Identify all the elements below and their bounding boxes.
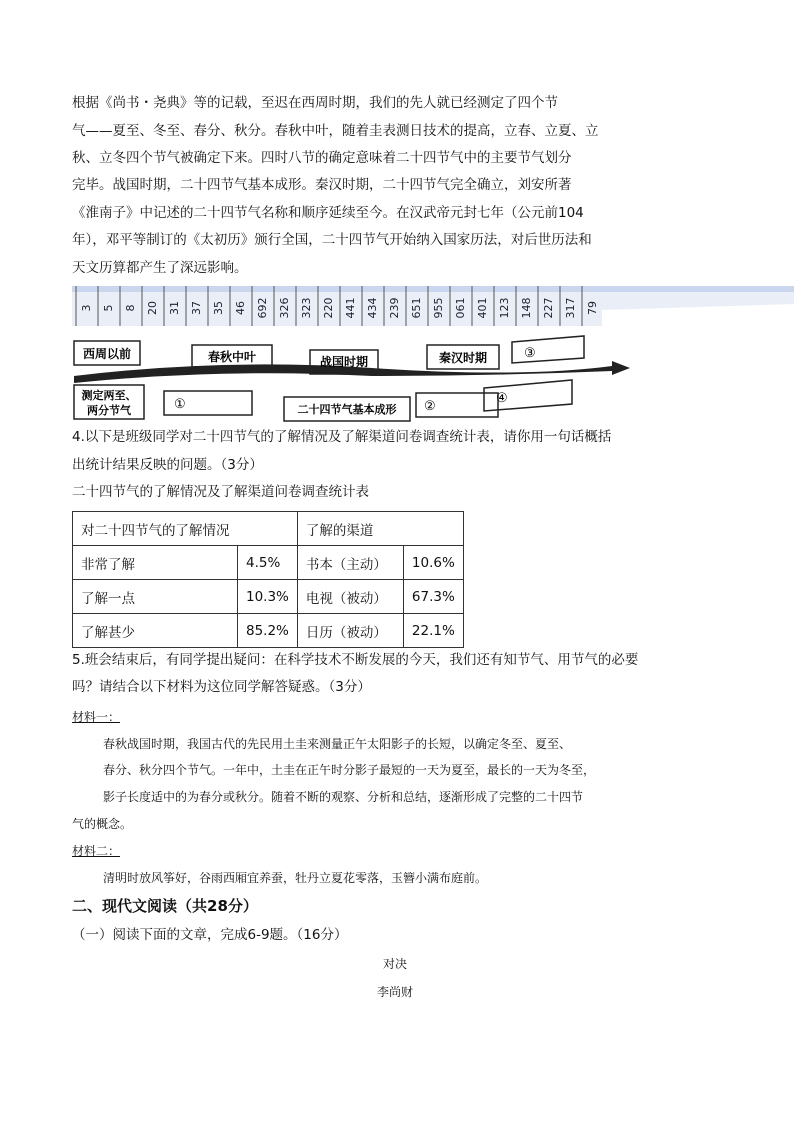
strip-number: 441 bbox=[344, 297, 357, 319]
strip-number: 123 bbox=[498, 297, 511, 319]
material1-line: 春分、秋分四个节气。一年中，土圭在正午时分影子最短的一天为夏至，最长的一天为冬至， bbox=[103, 763, 596, 777]
material2-title: 材料二： bbox=[72, 844, 121, 858]
cell-pct: 4.5% bbox=[238, 546, 298, 580]
intro-line: 《淮南子》中记述的二十四节气名称和顺序延续至今。在汉武帝元封七年（公元前104 bbox=[72, 205, 584, 221]
strip-number: 148 bbox=[520, 297, 533, 319]
article-author: 李尚财 bbox=[377, 985, 414, 999]
tl-blank-3: ③ bbox=[524, 346, 536, 361]
strip-number: 434 bbox=[366, 297, 379, 319]
intro-line: 天文历算都产生了深远影响。 bbox=[72, 260, 248, 276]
tl-blank-4: ④ bbox=[496, 391, 508, 406]
strip-number: 401 bbox=[476, 297, 489, 319]
strip-number: 239 bbox=[388, 297, 401, 319]
intro-line: 秋、立冬四个节气被确定下来。四时八节的确定意味着二十四节气中的主要节气划分 bbox=[72, 150, 572, 166]
strip-number: 220 bbox=[322, 297, 335, 319]
timeline-diagram bbox=[72, 328, 632, 423]
q4-line2: 出统计结果反映的问题。（3分） bbox=[72, 457, 263, 473]
intro-line: 完毕。战国时期，二十四节气基本成形。秦汉时期，二十四节气完全确立，刘安所著 bbox=[72, 177, 572, 193]
table-row bbox=[73, 546, 464, 580]
intro-line: 气——夏至、冬至、春分、秋分。春秋中叶，随着圭表测日技术的提高，立春、立夏、立 bbox=[72, 123, 599, 139]
strip-number: 323 bbox=[300, 297, 313, 319]
strip-number: 692 bbox=[256, 297, 269, 319]
section-heading: 二、现代文阅读（共28分） bbox=[72, 897, 258, 915]
article-title: 对决 bbox=[383, 957, 408, 971]
tl-label-measure: 测定两至、两分节气 bbox=[81, 389, 137, 417]
header-understanding: 对二十四节气的了解情况 bbox=[73, 512, 298, 546]
cell-pct: 85.2% bbox=[238, 614, 298, 648]
tl-blank-1: ① bbox=[174, 397, 186, 412]
table-title: 二十四节气的了解情况及了解渠道问卷调查统计表 bbox=[72, 484, 369, 500]
table-row bbox=[73, 614, 464, 648]
cell-level: 非常了解 bbox=[73, 546, 238, 580]
strip-number: 326 bbox=[278, 297, 291, 319]
strip-number: 3 bbox=[80, 304, 93, 312]
cell-cpct: 10.6% bbox=[403, 546, 463, 580]
strip-number: 20 bbox=[146, 301, 159, 315]
strip-number: 79 bbox=[586, 301, 599, 315]
table-row bbox=[73, 580, 464, 614]
section-subheading: （一）阅读下面的文章，完成6-9题。（16分） bbox=[72, 927, 348, 943]
strip-number: 227 bbox=[542, 297, 555, 319]
q5-line2: 吗？请结合以下材料为这位同学解答疑惑。（3分） bbox=[72, 679, 371, 695]
cell-channel: 电视（被动） bbox=[297, 580, 403, 614]
material2-line: 清明时放风筝好，谷雨西厢宜养蚕，牡丹立夏花零落，玉簪小满布庭前。 bbox=[103, 871, 488, 885]
strip-number: 8 bbox=[124, 304, 137, 312]
material1-line: 春秋战国时期，我国古代的先民用土圭来测量正午太阳影子的长短，以确定冬至、夏至、 bbox=[103, 737, 572, 751]
tl-blank-2: ② bbox=[424, 399, 436, 414]
tl-label-basic-form: 二十四节气基本成形 bbox=[297, 403, 397, 416]
strip-number: 061 bbox=[454, 297, 467, 319]
cell-level: 了解一点 bbox=[73, 580, 238, 614]
table-header-row bbox=[73, 512, 464, 546]
tl-label-qin-han: 秦汉时期 bbox=[438, 351, 488, 365]
tl-label-spring-autumn: 春秋中叶 bbox=[207, 350, 257, 364]
cell-channel: 书本（主动） bbox=[297, 546, 403, 580]
header-channel: 了解的渠道 bbox=[297, 512, 463, 546]
q4-line1: 4.以下是班级同学对二十四节气的了解情况及了解渠道问卷调查统计表，请你用一句话概括 bbox=[72, 429, 612, 445]
tl-label-western-zhou: 西周以前 bbox=[82, 347, 132, 361]
intro-line: 年），邓平等制订的《太初历》颁行全国，二十四节气开始纳入国家历法，对后世历法和 bbox=[72, 232, 592, 248]
cell-pct: 10.3% bbox=[238, 580, 298, 614]
strip-number: 35 bbox=[212, 301, 225, 315]
material1-line: 气的概念。 bbox=[72, 817, 133, 831]
cell-cpct: 22.1% bbox=[403, 614, 463, 648]
cell-cpct: 67.3% bbox=[403, 580, 463, 614]
material1-title: 材料一： bbox=[72, 710, 121, 724]
material1-line: 影子长度适中的为春分或秋分。随着不断的观察、分析和总结，逐渐形成了完整的二十四节 bbox=[103, 790, 584, 804]
q5-line1: 5.班会结束后，有同学提出疑问：在科学技术不断发展的今天，我们还有知节气、用节气的必要 bbox=[72, 652, 639, 668]
strip-number: 37 bbox=[190, 301, 203, 315]
strip-number: 5 bbox=[102, 304, 115, 312]
strip-number: 317 bbox=[564, 297, 577, 319]
strip-number: 31 bbox=[168, 301, 181, 315]
tl-label-warring-states: 战国时期 bbox=[319, 355, 369, 369]
survey-table bbox=[72, 511, 464, 648]
cell-channel: 日历（被动） bbox=[297, 614, 403, 648]
strip-number: 46 bbox=[234, 301, 247, 315]
strip-number: 651 bbox=[410, 297, 423, 319]
number-strip-image bbox=[72, 286, 794, 326]
cell-level: 了解甚少 bbox=[73, 614, 238, 648]
intro-line: 根据《尚书・尧典》等的记载，至迟在西周时期，我们的先人就已经测定了四个节 bbox=[72, 95, 558, 111]
strip-number: 955 bbox=[432, 297, 445, 319]
